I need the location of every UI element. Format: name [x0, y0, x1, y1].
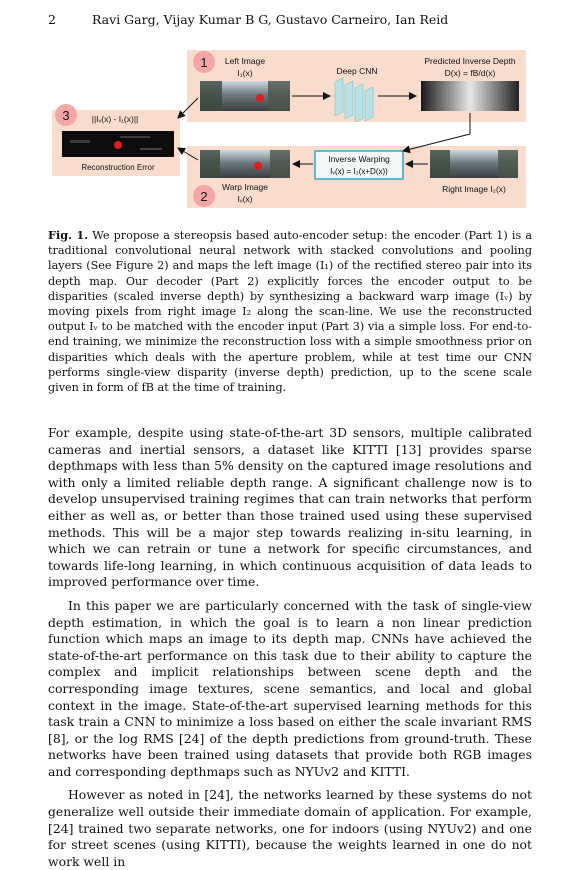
part3-number: 3	[62, 108, 70, 123]
warp-image-sub: Iᵥ(x)	[237, 194, 253, 204]
figure-caption	[48, 228, 532, 395]
predicted-depth-sub: D(x) = fB/d(x)	[444, 68, 496, 78]
paragraph-1: For example, despite using state-of-the-art 3D sensors, multiple calibrated cameras and inertial sensors, a dataset like KITTI [13] provides sparse depthmaps with less than 5% density on the captured image resolutions and with only a limited reliable depth range. A significant challenge now is to develop unsupervised training regimes that can train networks that perform either as well as, or better than those trained used using these supervised methods. This will be a major step towards realizing in-situ learning, in which we can retrain or tune a network for specific circumstances, and towards life-long learning, in which continuous acquisition of data leads to improved performance over time.	[48, 425, 532, 590]
reconstruction-error-label: Reconstruction Error	[81, 163, 155, 172]
warp-image-thumbnail	[200, 150, 290, 178]
caption-text: We propose a stereopsis based auto-encoder setup: the encoder (Part 1) is a traditional convolutional neural network with stacked convolutions and pooling layers (See Figure 2) and maps the left image (I₁) of the rectified stereo pair into its depth map. Our decoder (Part 2) explicitly forces the encoder output to be disparities (scaled inverse depth) by synthesizing a backward warp image (Iᵥ) by moving pixels from right image I₂ along the scan-line. We use the reconstructed output Iᵥ to be matched with the encoder input (Part 3) via a simple loss. For end-to-end training, we minimize the reconstruction loss with a simple smoothness prior on disparities which deals with the aperture problem, while at test time our CNN performs single-view disparity (inverse depth) prediction, up to the scene scale given in form of fB at the time of training.	[48, 229, 533, 395]
reconstruction-formula: ||Iᵥ(x) - I₁(x)||	[91, 114, 139, 124]
inverse-warping-title: Inverse Warping	[328, 154, 390, 164]
figure-1-diagram	[0, 0, 575, 215]
left-image-sub: I₁(x)	[237, 68, 253, 78]
paragraph-3: However as noted in [24], the networks learned by these systems do not generalize well outside their immediate domain of application. For example, [24] trained two separate networks, one for indoors (using NYUv2) and one for street scenes (using KITTI), because the weights learned in one do not work well in	[48, 787, 532, 869]
warp-image-title: Warp Image	[222, 182, 268, 192]
warp-image-dot	[254, 162, 262, 170]
right-image-label: Right Image I₂(x)	[442, 184, 506, 194]
left-image-thumbnail	[200, 81, 290, 111]
inverse-warping-formula: Iᵥ(x) = I₂(x+D(x))	[330, 167, 388, 176]
caption-label: Fig. 1.	[48, 228, 89, 242]
predicted-depth-map	[421, 81, 519, 111]
part2-number: 2	[200, 189, 208, 204]
reconstruction-dot	[114, 141, 122, 149]
left-image-dot	[256, 94, 264, 102]
right-image-thumbnail	[430, 150, 518, 178]
page-number: 2	[48, 12, 56, 27]
left-image-title: Left Image	[224, 56, 266, 66]
body-text	[48, 425, 532, 870]
author-list: Ravi Garg, Vijay Kumar B G, Gustavo Carneiro, Ian Reid	[91, 12, 449, 27]
predicted-depth-title: Predicted Inverse Depth	[424, 56, 516, 66]
part1-number: 1	[200, 55, 208, 70]
paragraph-2: In this paper we are particularly concerned with the task of single-view depth estimation, in which the goal is to learn a non linear prediction function which maps an image to its depth map. CNNs have achieved the state-of-the-art performance on this task due to their ability to capture the complex and implicit relationships between scene depth and the corresponding image textures, scene semantics, and local and global context in the image. State-of-the-art supervised learning methods for this task train a CNN to minimize a loss based on either the scale invariant RMS [8], or the log RMS [24] of the depth predictions from ground-truth. These networks have been trained using datasets that provide both RGB images and corresponding depthmaps such as NYUv2 and KITTI.	[48, 597, 532, 779]
deep-cnn-label: Deep CNN	[336, 66, 378, 76]
